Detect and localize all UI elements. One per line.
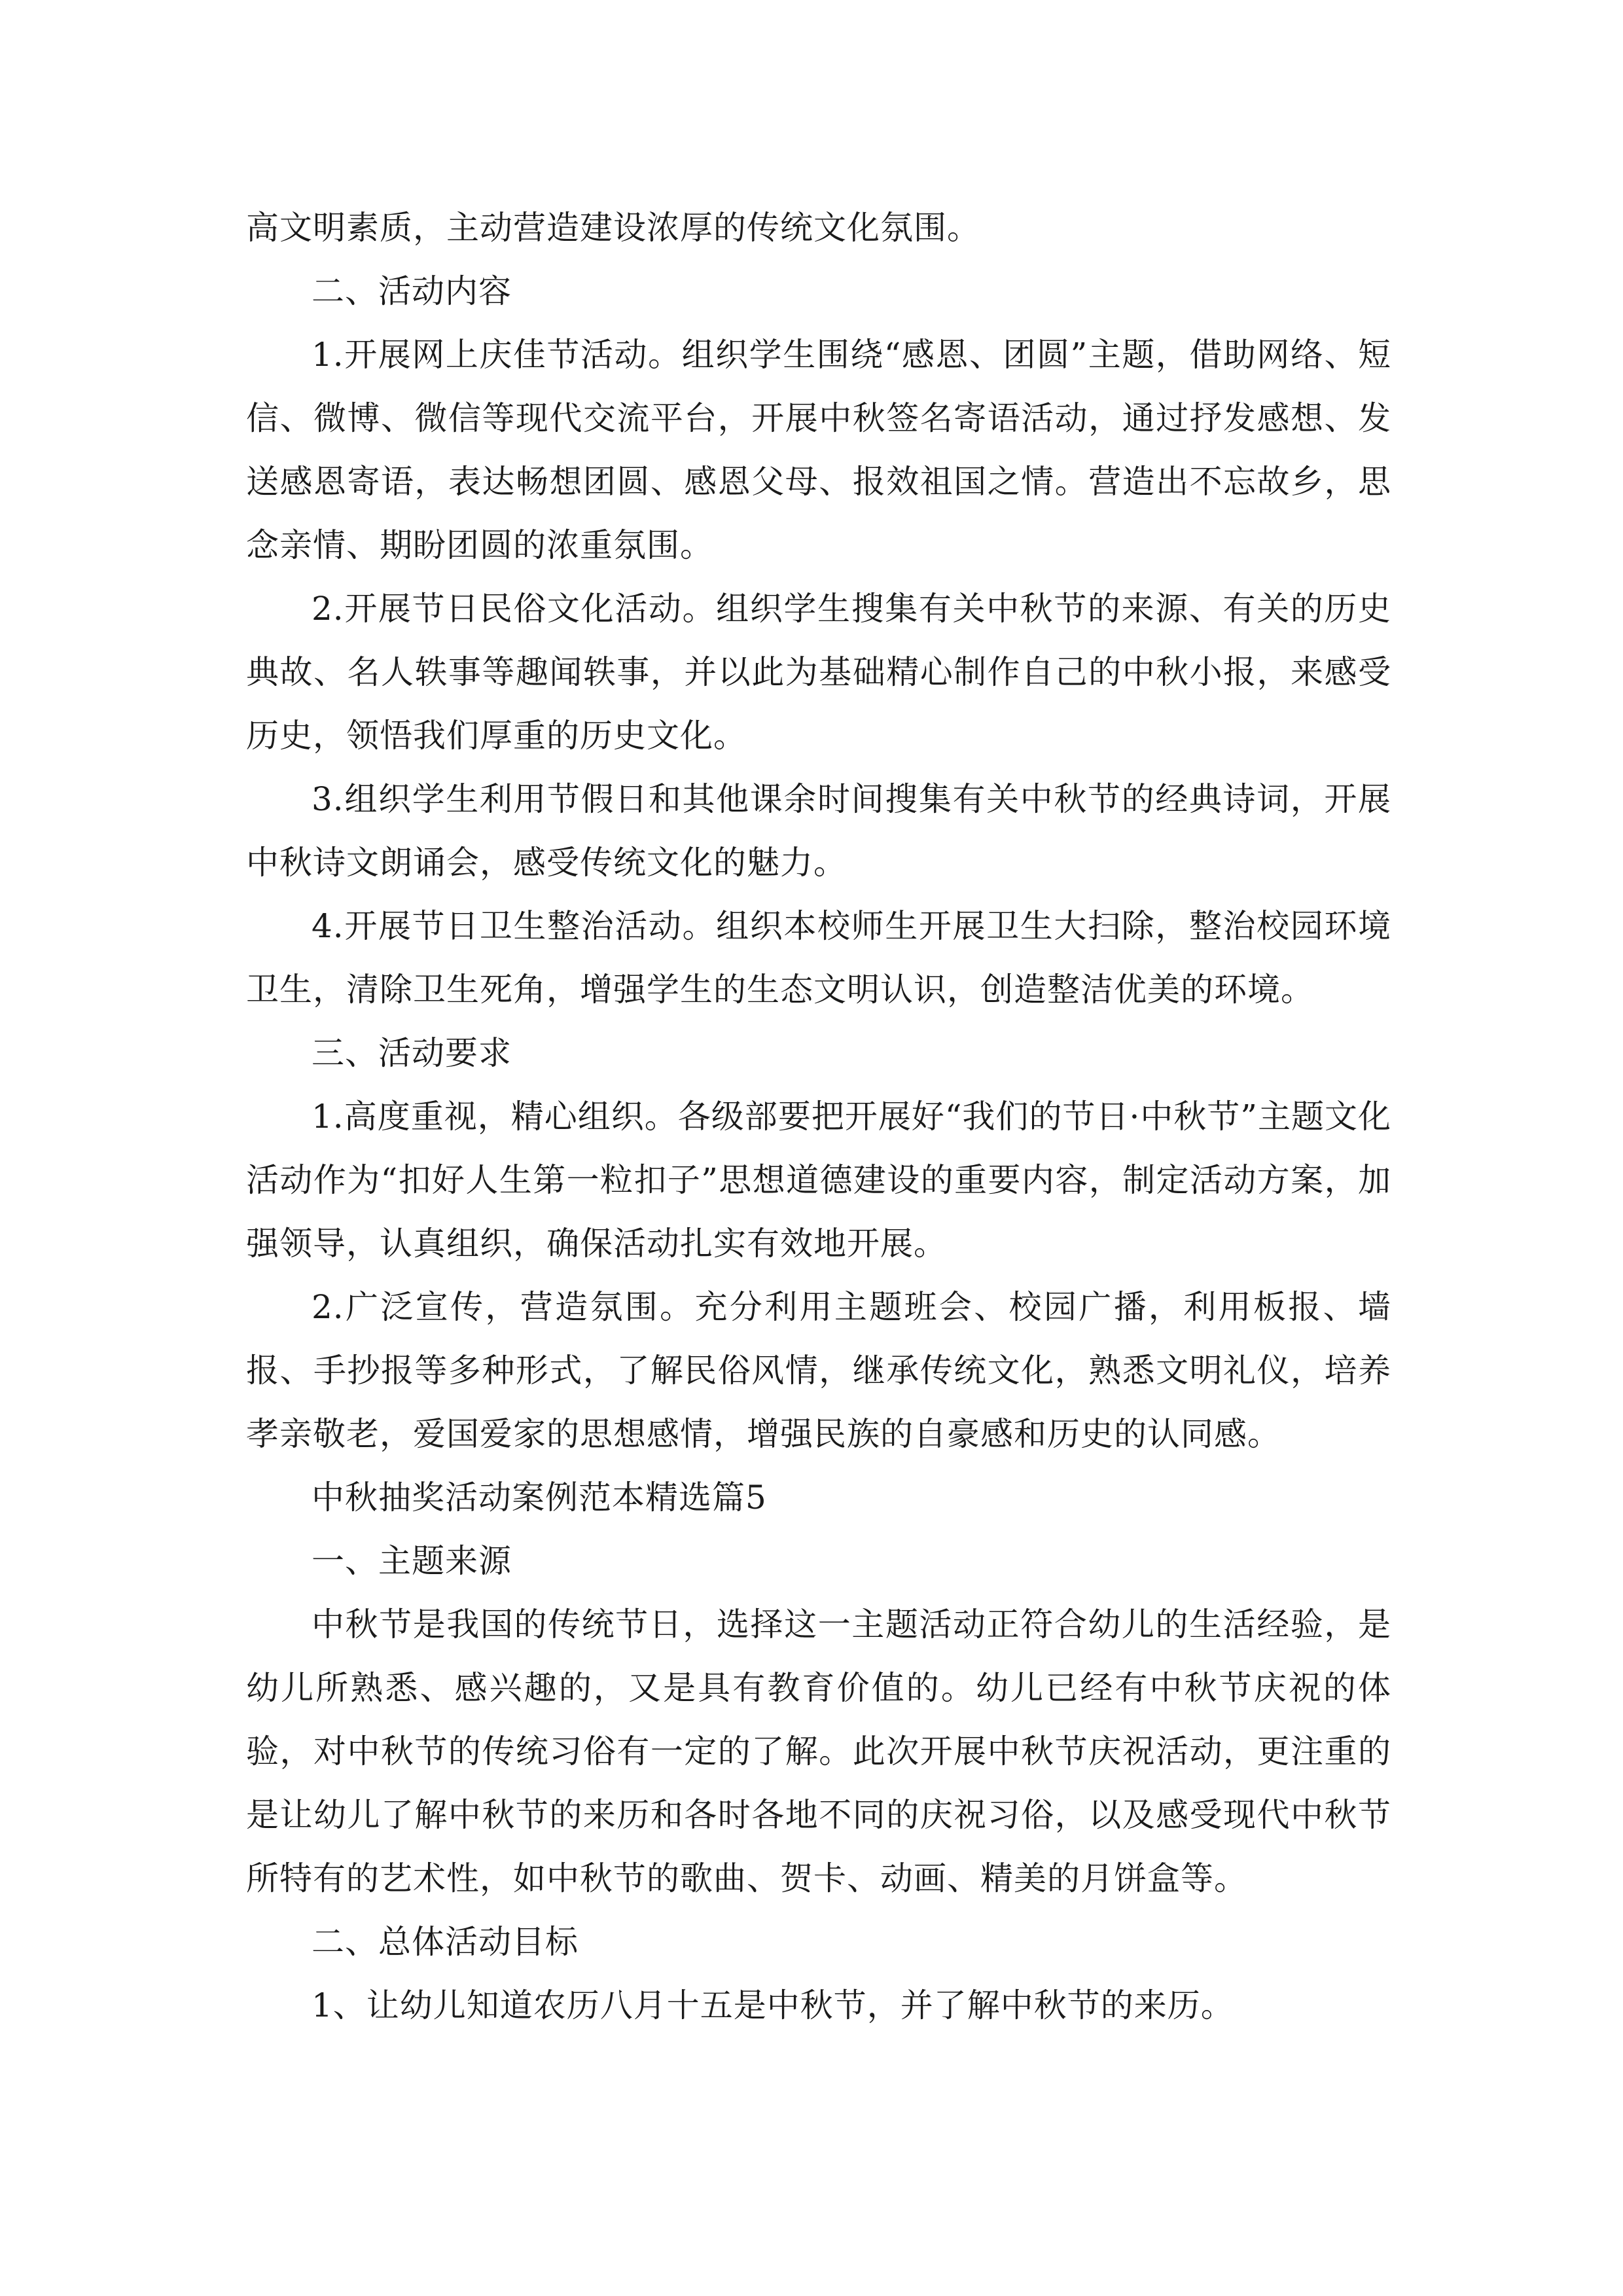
paragraph: 2.开展节日民俗文化活动。组织学生搜集有关中秋节的来源、有关的历史典故、名人轶事等趣闻轶事，并以此为基础精心制作自己的中秋小报，来感受历史，领悟我们厚重的历史文化。 bbox=[246, 590, 1391, 755]
paragraph: 中秋节是我国的传统节日，选择这一主题活动正符合幼儿的生活经验，是幼儿所熟悉、感兴趣的，又是具有教育价值的。幼儿已经有中秋节庆祝的体验，对中秋节的传统习俗有一定的了解。此次开展中秋节庆祝活动，更注重的是让幼儿了解中秋节的来历和各时各地不同的庆祝习俗，以及感受现代中秋节所特有的艺术性，如中秋节的歌曲、贺卡、动画、精美的月饼盒等。 bbox=[246, 1605, 1391, 1897]
paragraph: 1、让幼儿知道农历八月十五是中秋节，并了解中秋节的来历。 bbox=[312, 1986, 1234, 2024]
paragraph: 2.广泛宣传，营造氛围。充分利用主题班会、校园广播，利用板报、墙报、手抄报等多种形式，了解民俗风情，继承传统文化，熟悉文明礼仪，培养孝亲敬老，爱国爱家的思想感情，增强民族的自豪感和历史的认同感。 bbox=[246, 1288, 1391, 1453]
section-heading: 三、活动要求 bbox=[312, 1034, 512, 1072]
paragraph: 4.开展节日卫生整治活动。组织本校师生开展卫生大扫除，整治校园环境卫生，清除卫生死角，增强学生的生态文明认识，创造整洁优美的环境。 bbox=[246, 907, 1391, 1009]
paragraph: 1.开展网上庆佳节活动。组织学生围绕“感恩、团圆”主题，借助网络、短信、微博、微信等现代交流平台，开展中秋签名寄语活动，通过抒发感想、发送感恩寄语，表达畅想团圆、感恩父母、报效祖国之情。营造出不忘故乡，思念亲情、期盼团圆的浓重氛围。 bbox=[246, 336, 1391, 564]
article-title: 中秋抽奖活动案例范本精选篇5 bbox=[312, 1479, 767, 1516]
paragraph: 3.组织学生利用节假日和其他课余时间搜集有关中秋节的经典诗词，开展中秋诗文朗诵会，感受传统文化的魅力。 bbox=[246, 780, 1391, 882]
paragraph: 1.高度重视，精心组织。各级部要把开展好“我们的节日·中秋节”主题文化活动作为“扣好人生第一粒扣子”思想道德建设的重要内容，制定活动方案，加强领导，认真组织，确保活动扎实有效地开展。 bbox=[246, 1098, 1391, 1263]
paragraph: 高文明素质，主动营造建设浓厚的传统文化氛围。 bbox=[246, 209, 980, 247]
section-heading: 二、总体活动目标 bbox=[312, 1923, 579, 1961]
section-heading: 一、主题来源 bbox=[312, 1542, 512, 1580]
section-heading: 二、活动内容 bbox=[312, 272, 512, 310]
document-body bbox=[246, 196, 1391, 2037]
